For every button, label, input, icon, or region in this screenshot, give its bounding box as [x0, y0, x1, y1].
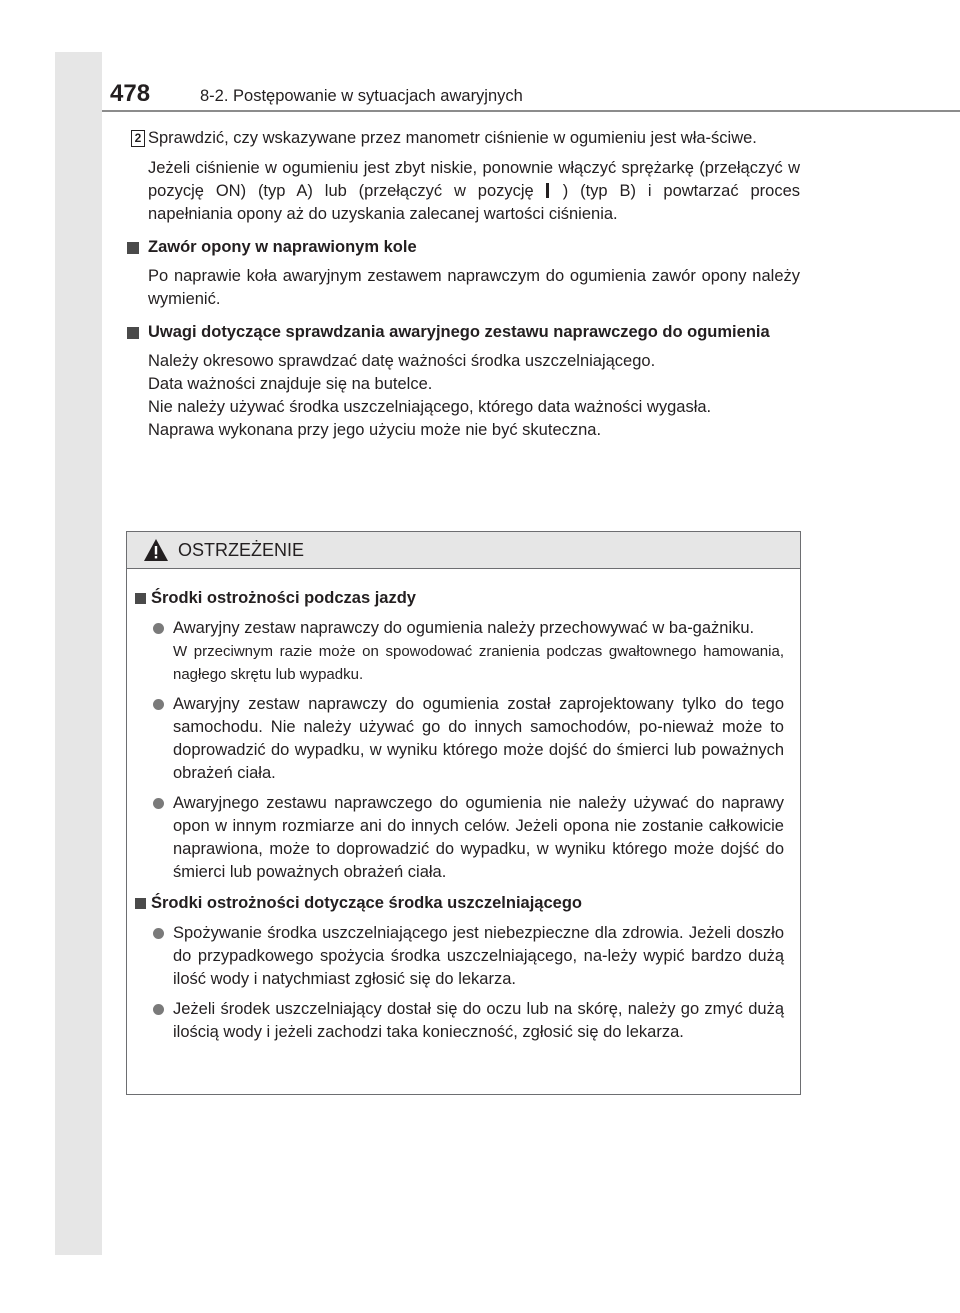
warning-body — [127, 569, 800, 1044]
circle-bullet-icon — [153, 699, 164, 710]
step-2-text: Sprawdzić, czy wskazywane przez manometr ciśnienie w ogumieniu jest wła-ściwe. — [148, 129, 757, 147]
step-2-note — [148, 157, 800, 226]
square-bullet-icon — [127, 327, 139, 339]
valve-body: Po naprawie koła awaryjnym zestawem naprawczym do ogumienia zawór opony należy wymienić. — [148, 267, 800, 308]
warning-bullet-text: Spożywanie środka uszczelniającego jest niebezpieczne dla zdrowia. Jeżeli doszło do przypadkowego spożycia środka uszczelniającego, na-leży wypić bardzo dużą ilość wody i natychmiast zgłosić się do lekarza. — [173, 924, 784, 988]
warning-section-driving — [134, 587, 784, 610]
warning-triangle-icon — [143, 538, 169, 562]
valve-heading-text: Zawór opony w naprawionym kole — [148, 238, 417, 256]
check-body — [148, 350, 800, 442]
square-bullet-icon — [135, 593, 146, 604]
warning-bullet — [134, 922, 784, 991]
warning-bullet-text: Awaryjnego zestawu naprawczego do ogumienia nie należy używać do naprawy opon w innym rozmiarze ani do innych celów. Jeżeli opona nie zostanie całkowicie naprawiona, może to doprowadzić do wypadku, w wyniku którego może dojść do śmierci lub poważnych obrażeń ciała. — [173, 794, 784, 881]
check-line: Nie należy używać środka uszczelniającego, którego data ważności wygasła. — [148, 398, 712, 416]
switch-position-icon — [546, 183, 549, 198]
warning-header — [127, 532, 800, 569]
check-line: Należy okresowo sprawdzać datę ważności środka uszczelniającego. — [148, 352, 656, 370]
warning-bullet — [134, 998, 784, 1044]
circle-bullet-icon — [153, 623, 164, 634]
check-heading-text: Uwagi dotyczące sprawdzania awaryjnego zestawu naprawczego do ogumienia — [148, 323, 770, 341]
step-number-badge: 2 — [131, 130, 145, 147]
header-rule — [102, 110, 960, 112]
warning-box — [126, 531, 801, 1095]
circle-bullet-icon — [153, 798, 164, 809]
warning-bullet — [134, 693, 784, 785]
valve-heading — [126, 236, 800, 259]
page-header — [102, 72, 960, 112]
warning-title: OSTRZEŻENIE — [178, 540, 305, 560]
warning-section-sealant — [134, 892, 784, 915]
check-heading — [126, 321, 800, 344]
warning-section-heading: Środki ostrożności podczas jazdy — [151, 589, 416, 607]
main-content — [126, 127, 800, 442]
step-2-note-part1: Jeżeli ciśnienie w ogumieniu jest zbyt niskie, ponownie włączyć sprężarkę (przełączyć w pozycję ON) (typ A) lub (przełączyć w pozycję — [148, 159, 800, 200]
check-line: Data ważności znajduje się na butelce. — [148, 375, 433, 393]
warning-bullet-text: Awaryjny zestaw naprawczy do ogumienia należy przechowywać w ba-gażniku. — [173, 619, 755, 637]
section-title: 8-2. Postępowanie w sytuacjach awaryjnych — [200, 87, 523, 105]
warning-bullet-text: Jeżeli środek uszczelniający dostał się do oczu lub na skórę, należy go zmyć dużą ilością wody i jeżeli zachodzi taka konieczność, zgłosić się do lekarza. — [173, 1000, 784, 1041]
page-number: 478 — [110, 80, 151, 107]
warning-section-heading: Środki ostrożności dotyczące środka uszczelniającego — [151, 894, 582, 912]
circle-bullet-icon — [153, 1004, 164, 1015]
circle-bullet-icon — [153, 928, 164, 939]
warning-bullet — [134, 792, 784, 884]
square-bullet-icon — [135, 898, 146, 909]
warning-bullet — [134, 617, 784, 686]
step-2 — [126, 127, 800, 150]
check-line: Naprawa wykonana przy jego użyciu może nie być skuteczna. — [148, 421, 602, 439]
step-2-note-part2: ) (typ B) i powtarzać proces napełniania opony aż do uzyskania zalecanej wartości ciśnienia. — [148, 182, 800, 223]
square-bullet-icon — [127, 242, 139, 254]
warning-bullet-extra: W przeciwnym razie może on spowodować zranienia podczas gwałtownego hamowania, nagłego skrętu lub wypadku. — [173, 643, 784, 683]
side-band — [55, 52, 102, 1255]
warning-bullet-text: Awaryjny zestaw naprawczy do ogumienia został zaprojektowany tylko do tego samochodu. Nie należy używać go do innych samochodów, po-nieważ może to doprowadzić do wypadku, w wyniku którego może dojść do śmierci lub poważnych obrażeń ciała. — [173, 695, 784, 782]
